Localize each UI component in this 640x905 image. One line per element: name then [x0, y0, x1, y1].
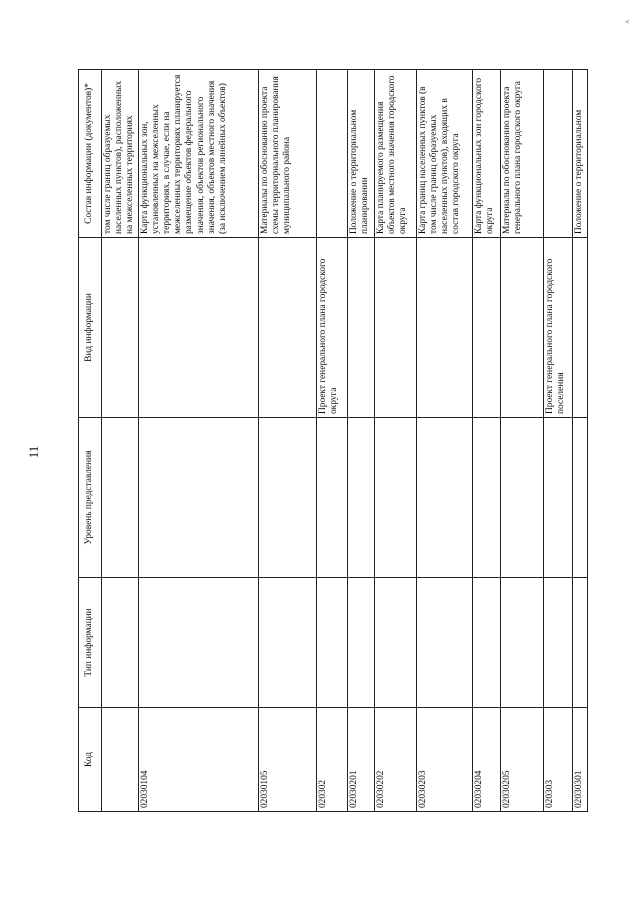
table-header-row: [79, 70, 102, 812]
cell-composition: Карта планируемого размещения объектов местного значения городского округа: [374, 70, 416, 238]
cell-composition: Положение о территориальном планировании: [347, 70, 374, 238]
table-row: [258, 70, 316, 812]
cell-info-type: [138, 578, 258, 708]
cell-composition: Карта функциональных зон, установленных на межселенных территориях, в случае, если на межселенных территориях планируется размещение объектов федерального значения, объектов регионального значения, объектов местного значения (за исключением линейных объектов): [138, 70, 258, 238]
header-code: Код: [79, 708, 102, 812]
cell-level: [543, 418, 572, 578]
cell-info-type: [472, 578, 500, 708]
cell-info-type: [543, 578, 572, 708]
cell-level: [416, 418, 472, 578]
cell-level: [316, 418, 347, 578]
header-level: Уровень представления: [79, 418, 102, 578]
cell-kind: [572, 238, 587, 418]
cell-code: 02030301: [572, 708, 587, 812]
table-row: [543, 70, 572, 812]
cell-info-type: [416, 578, 472, 708]
table-row: [102, 70, 139, 812]
cell-composition: Материалы по обоснованию проекта схемы территориального планирования муниципального района: [258, 70, 316, 238]
table-row: [316, 70, 347, 812]
cell-info-type: [316, 578, 347, 708]
table-body: [102, 70, 588, 812]
table-row: [416, 70, 472, 812]
cell-kind: Проект генерального плана городского поселения: [543, 238, 572, 418]
cell-kind: [347, 238, 374, 418]
cell-code: 02030204: [472, 708, 500, 812]
cell-level: [500, 418, 543, 578]
cell-level: [138, 418, 258, 578]
cell-composition: Карта функциональных зон городского округа: [472, 70, 500, 238]
cell-info-type: [102, 578, 139, 708]
table-row: [347, 70, 374, 812]
table-row: [500, 70, 543, 812]
cell-level: [347, 418, 374, 578]
table-row: [374, 70, 416, 812]
cell-info-type: [572, 578, 587, 708]
cell-code: [102, 708, 139, 812]
table-row: [572, 70, 587, 812]
page-number: 11: [26, 445, 41, 459]
table-row: [472, 70, 500, 812]
cell-kind: [416, 238, 472, 418]
cell-level: [374, 418, 416, 578]
cell-code: 02030201: [347, 708, 374, 812]
cell-code: 02030203: [416, 708, 472, 812]
header-composition: Состав информации (документов)*: [79, 70, 102, 238]
cell-code: 02030105: [258, 708, 316, 812]
cell-kind: [374, 238, 416, 418]
cell-composition: [316, 70, 347, 238]
cell-code: 02030202: [374, 708, 416, 812]
cell-info-type: [374, 578, 416, 708]
cell-composition: Материалы по обоснованию проекта генерального плана городского округа: [500, 70, 543, 238]
info-classification-table: [78, 69, 588, 812]
cell-level: [472, 418, 500, 578]
rotated-table-container: [78, 70, 584, 812]
cell-composition: том числе границ образуемых населенных пунктов), расположенных на межселенных территориях: [102, 70, 139, 238]
cell-kind: Проект генерального плана городского округа: [316, 238, 347, 418]
header-info-type: Тип информации: [79, 578, 102, 708]
cell-composition: Карта границ населенных пунктов (в том числе границ образуемых населенных пунктов), входящих в состав городского округа: [416, 70, 472, 238]
cell-composition: Положение о территориальном: [572, 70, 587, 238]
cell-code: 02030104: [138, 708, 258, 812]
cell-code: 020302: [316, 708, 347, 812]
cell-info-type: [347, 578, 374, 708]
cell-kind: [500, 238, 543, 418]
cell-level: [572, 418, 587, 578]
cell-info-type: [500, 578, 543, 708]
cell-kind: [472, 238, 500, 418]
corner-mark: v: [623, 20, 632, 24]
cell-level: [102, 418, 139, 578]
cell-kind: [258, 238, 316, 418]
cell-level: [258, 418, 316, 578]
cell-kind: [138, 238, 258, 418]
cell-composition: [543, 70, 572, 238]
cell-info-type: [258, 578, 316, 708]
cell-code: 02030205: [500, 708, 543, 812]
cell-code: 020303: [543, 708, 572, 812]
cell-kind: [102, 238, 139, 418]
table-viewport: [78, 70, 584, 812]
table-row: [138, 70, 258, 812]
header-kind: Вид информации: [79, 238, 102, 418]
